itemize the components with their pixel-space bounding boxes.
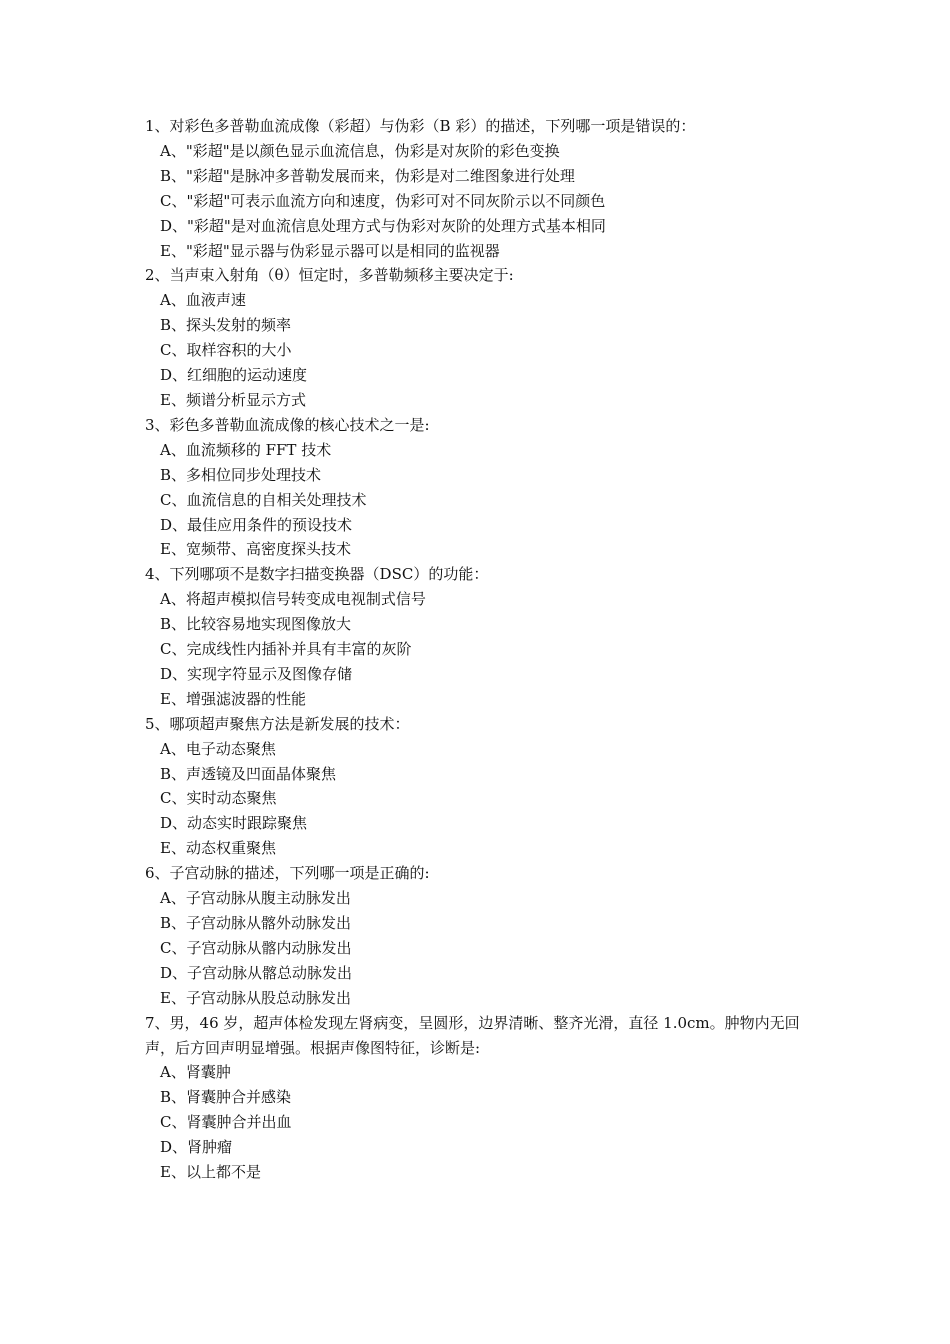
option-a: A、将超声模拟信号转变成电视制式信号 (160, 590, 426, 609)
option-a: A、肾囊肿 (160, 1063, 231, 1082)
option-b: B、多相位同步处理技术 (160, 465, 322, 484)
option-d: D、肾肿瘤 (160, 1138, 233, 1157)
option-c: C、血流信息的自相关处理技术 (160, 490, 367, 509)
question-1 (145, 114, 810, 263)
option-e: E、"彩超"显示器与伪彩显示器可以是相同的监视器 (160, 241, 500, 260)
option-e: E、增强滤波器的性能 (160, 689, 306, 708)
question-text: 6、子宫动脉的描述，下列哪一项是正确的: (145, 864, 430, 883)
option-d: D、实现字符显示及图像存储 (160, 664, 353, 683)
option-a: A、血流频移的 FFT 技术 (160, 440, 332, 459)
question-6 (145, 861, 810, 1010)
document-page (145, 114, 810, 1185)
option-c: C、"彩超"可表示血流方向和速度，伪彩可对不同灰阶示以不同颜色 (160, 191, 606, 210)
option-list (145, 288, 810, 413)
option-list (145, 587, 810, 712)
option-d: D、最佳应用条件的预设技术 (160, 515, 353, 534)
question-7 (145, 1011, 810, 1185)
option-d: D、动态实时跟踪聚焦 (160, 814, 308, 833)
option-list (145, 1060, 810, 1185)
option-a: A、"彩超"是以颜色显示血流信息，伪彩是对灰阶的彩色变换 (160, 141, 560, 160)
option-c: C、完成线性内插补并具有丰富的灰阶 (160, 640, 412, 659)
question-text: 1、对彩色多普勒血流成像（彩超）与伪彩（B 彩）的描述，下列哪一项是错误的： (145, 117, 696, 135)
option-e: E、频谱分析显示方式 (160, 390, 306, 409)
option-e: E、以上都不是 (160, 1163, 261, 1182)
option-b: B、子宫动脉从髂外动脉发出 (160, 914, 352, 932)
option-c: C、取样容积的大小 (160, 341, 292, 360)
option-a: A、血液声速 (160, 291, 246, 310)
option-d: D、子宫动脉从髂总动脉发出 (160, 963, 353, 982)
option-b: B、比较容易地实现图像放大 (160, 615, 352, 634)
option-e: E、宽频带、高密度探头技术 (160, 540, 351, 559)
option-c: C、肾囊肿合并出血 (160, 1113, 292, 1132)
option-list (145, 737, 810, 862)
question-text: 5、哪项超声聚焦方法是新发展的技术： (145, 714, 410, 733)
question-text: 4、下列哪项不是数字扫描变换器（DSC）的功能： (145, 565, 489, 584)
option-list (145, 438, 810, 563)
question-text: 3、彩色多普勒血流成像的核心技术之一是: (145, 415, 430, 434)
option-b: B、"彩超"是脉冲多普勒发展而来，伪彩是对二维图象进行处理 (160, 166, 575, 185)
question-3 (145, 413, 810, 562)
question-4 (145, 562, 810, 711)
option-a: A、电子动态聚焦 (160, 739, 276, 758)
option-e: E、子宫动脉从股总动脉发出 (160, 988, 351, 1007)
question-text: 7、男，46 岁，超声体检发现左肾病变，呈圆形，边界清晰、整齐光滑，直径 1.0cm。肿物内无回声，后方回声明显增强。根据声像图特征，诊断是: (145, 1013, 800, 1057)
option-list (145, 886, 810, 1011)
option-e: E、动态权重聚焦 (160, 839, 276, 858)
option-list (145, 139, 810, 264)
option-d: D、红细胞的运动速度 (160, 366, 308, 385)
option-c: C、子宫动脉从髂内动脉发出 (160, 938, 352, 957)
question-text: 2、当声束入射角（θ）恒定时，多普勒频移主要决定于: (145, 266, 514, 285)
option-b: B、探头发射的频率 (160, 316, 292, 335)
option-b: B、声透镜及凹面晶体聚焦 (160, 764, 337, 783)
option-a: A、子宫动脉从腹主动脉发出 (160, 889, 351, 908)
option-c: C、实时动态聚焦 (160, 789, 277, 808)
question-5 (145, 712, 810, 861)
option-d: D、"彩超"是对血流信息处理方式与伪彩对灰阶的处理方式基本相同 (160, 216, 606, 235)
option-b: B、肾囊肿合并感染 (160, 1088, 292, 1107)
question-2 (145, 263, 810, 412)
